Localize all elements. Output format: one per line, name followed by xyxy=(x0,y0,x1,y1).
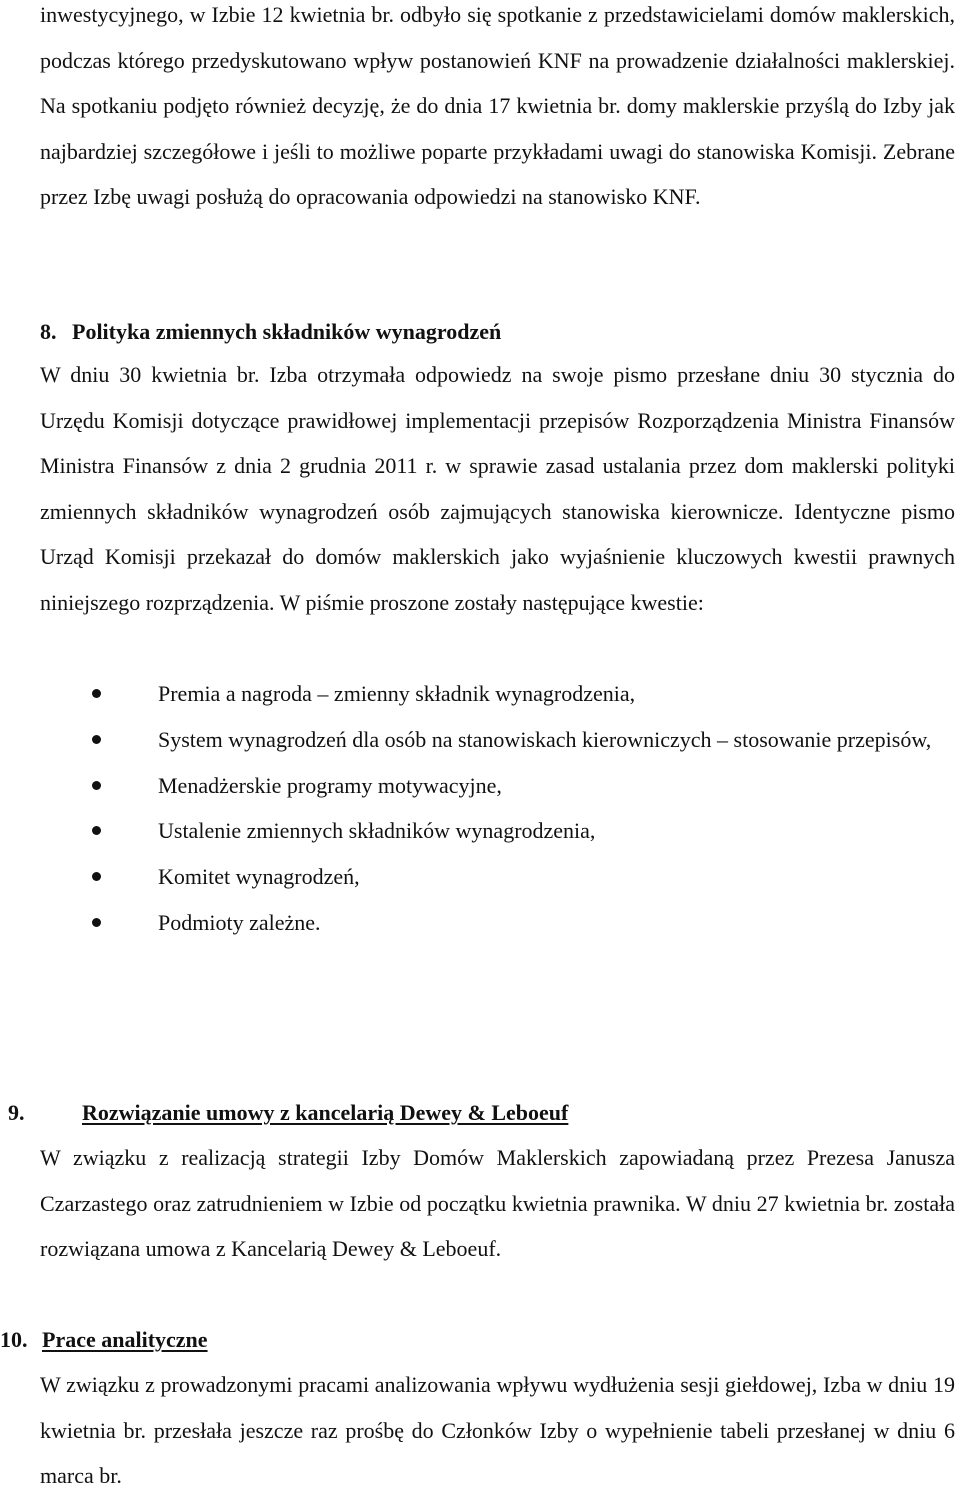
list-item xyxy=(80,671,955,717)
bullet-dot-icon xyxy=(92,735,101,744)
list-item xyxy=(80,900,955,946)
section-9-title: Rozwiązanie umowy z kancelarią Dewey & Leboeuf xyxy=(82,1100,569,1125)
list-item-text: Podmioty zależne. xyxy=(158,909,321,935)
list-item-text: Ustalenie zmiennych składników wynagrodzenia, xyxy=(158,818,596,844)
bullet-dot-icon xyxy=(92,689,101,698)
intro-paragraph: inwestycyjnego, w Izbie 12 kwietnia br. odbyło się spotkanie z przedstawicielami domów maklerskich, podczas którego przedyskutowano wpływ postanowień KNF na prowadzenie działalności maklerskiej. Na spotkaniu podjęto również decyzję, że do dnia 17 kwietnia br. domy maklerskie przyślą do Izby jak najbardziej szczegółowe i jeśli to możliwe poparte przykładami uwagi do stanowiska Komisji. Zebrane przez Izbę uwagi posłużą do opracowania odpowiedzi na stanowisko KNF. xyxy=(40,2,955,210)
list-item-text: Komitet wynagrodzeń, xyxy=(158,864,360,890)
section-9-body: W związku z realizacją strategii Izby Domów Maklerskich zapowiadaną przez Prezesa Janusza Czarzastego oraz zatrudnieniem w Izbie od początku kwietnia prawnika. W dniu 27 kwietnia br. została rozwiązana umowa z Kancelarią Dewey & Leboeuf. xyxy=(40,1145,955,1262)
list-item-text: Menadżerskie programy motywacyjne, xyxy=(158,772,502,798)
bullet-dot-icon xyxy=(92,872,101,881)
list-item xyxy=(80,808,955,854)
list-item xyxy=(80,717,955,763)
section-10-heading xyxy=(0,1325,208,1355)
section-8-body: W dniu 30 kwietnia br. Izba otrzymała odpowiedz na swoje pismo przesłane dniu 30 stycznia do Urzędu Komisji dotyczące prawidłowej implementacji przepisów Rozporządzenia Ministra Finansów Ministra Finansów z dnia 2 grudnia 2011 r. w sprawie zasad ustalania przez dom maklerski polityki zmiennych składników wynagrodzeń osób zajmujących stanowiska kierownicze. Identyczne pismo Urząd Komisji przekazał do domów maklerskich jako wyjaśnienie kluczowych kwestii prawnych niniejszego rozprządzenia. W piśmie proszone zostały następujące kwestie: xyxy=(40,362,955,615)
section-10-number: 10. xyxy=(0,1327,28,1352)
section-8-heading xyxy=(40,317,501,347)
section-9-heading xyxy=(8,1098,568,1128)
list-item xyxy=(80,854,955,900)
section-8-title: Polityka zmiennych składników wynagrodzeń xyxy=(72,319,502,344)
section-10-title: Prace analityczne xyxy=(42,1327,208,1352)
section-8-number: 8. xyxy=(40,319,57,344)
list-item-text: System wynagrodzeń dla osób na stanowiskach kierowniczych – stosowanie przepisów, xyxy=(158,726,932,752)
bullet-dot-icon xyxy=(92,781,101,790)
list-item xyxy=(80,763,955,809)
bullet-dot-icon xyxy=(92,826,101,835)
bullet-dot-icon xyxy=(92,918,101,927)
section-9-number: 9. xyxy=(8,1100,25,1125)
list-item-text: Premia a nagroda – zmienny składnik wynagrodzenia, xyxy=(158,681,636,706)
section-10-body: W związku z prowadzonymi pracami analizowania wpływu wydłużenia sesji giełdowej, Izba w dniu 19 kwietnia br. przesłała jeszcze raz prośbę do Członków Izby o wypełnienie tabeli przesłanej w dniu 6 marca br. xyxy=(40,1372,955,1489)
section-8-bullet-list xyxy=(80,671,955,946)
